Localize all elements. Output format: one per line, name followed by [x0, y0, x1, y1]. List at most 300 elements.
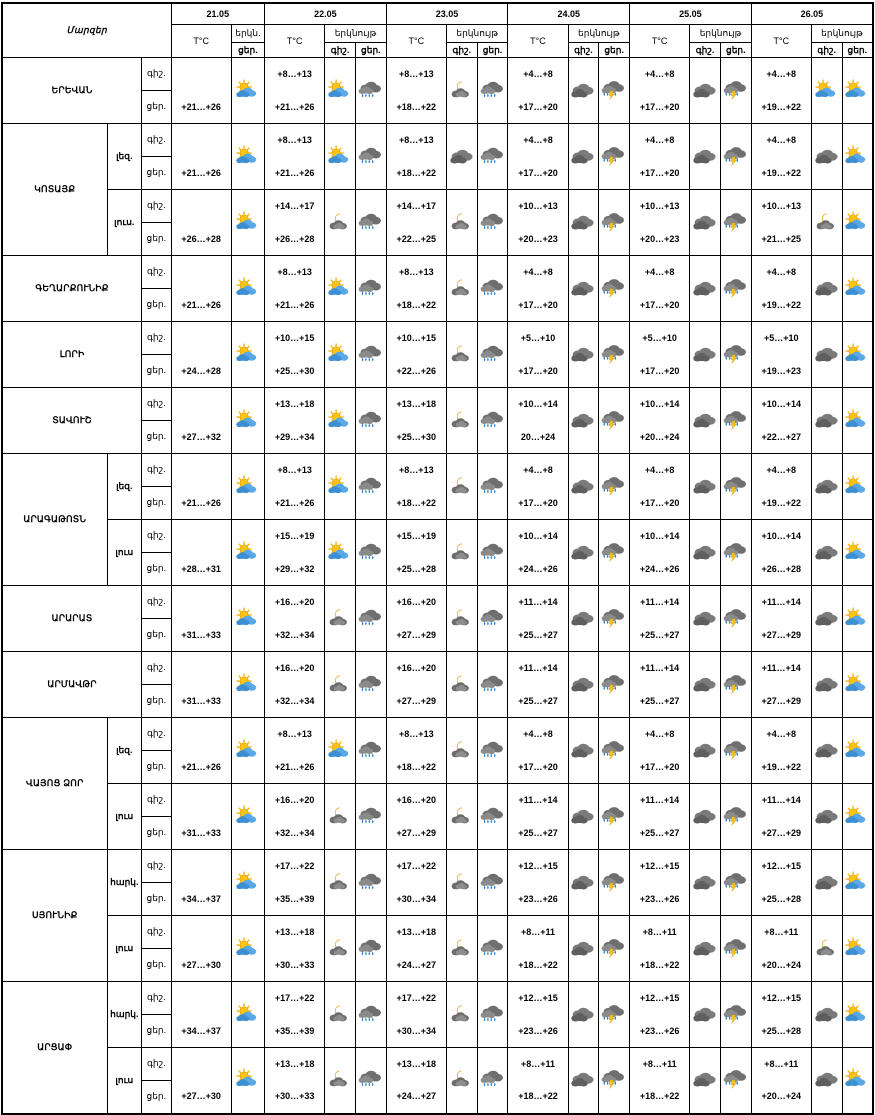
- night-label: գիշ.: [142, 916, 171, 949]
- weather-icon-cloud: [811, 652, 842, 718]
- temp-day: +17…+20: [508, 91, 568, 124]
- temp-day: +20…+24: [630, 421, 690, 454]
- temp-day: +17…+20: [508, 751, 568, 784]
- weather-icon-cloud: [690, 916, 721, 982]
- temp-day: +18…+22: [386, 289, 446, 322]
- temp-night: +8…+13: [386, 454, 446, 487]
- temp-night: +4…+8: [630, 256, 690, 289]
- weather-icon-cloud: [811, 850, 842, 916]
- weather-icon-sun-cloud: [231, 256, 264, 322]
- temp-night: +4…+8: [751, 58, 811, 91]
- weather-icon-moon-cloud: [446, 1048, 477, 1114]
- table-row: [2, 58, 873, 91]
- temp-day: +31…+33: [171, 817, 231, 850]
- day-label: ցեր.: [142, 157, 171, 190]
- temp-day: +17…+20: [508, 355, 568, 388]
- weather-icon-moon-cloud: [325, 916, 356, 982]
- weather-icon-rain-cloud: [355, 784, 386, 850]
- temp-night: [171, 718, 231, 751]
- temp-night: +16…+20: [386, 586, 446, 619]
- temp-day: +17…+20: [508, 487, 568, 520]
- table-row: [2, 982, 873, 1015]
- weather-icon-storm-rain: [720, 256, 751, 322]
- weather-icon-cloud: [568, 124, 599, 190]
- temp-night: +11…+14: [751, 784, 811, 817]
- weather-icon-storm-rain: [720, 1048, 751, 1114]
- weather-icon-moon-cloud: [325, 1048, 356, 1114]
- weather-icon-sun-cloud: [325, 454, 356, 520]
- weather-icon-sun-cloud: [231, 784, 264, 850]
- night-label: գիշ.: [142, 718, 171, 751]
- weather-icon-sun-cloud: [231, 454, 264, 520]
- weather-icon-cloud: [690, 124, 721, 190]
- temp-night: +16…+20: [265, 652, 325, 685]
- subregion-label: հարկ.: [107, 982, 142, 1048]
- day-label: ցեր.: [142, 685, 171, 718]
- weather-icon-cloud: [690, 58, 721, 124]
- temp-day: +17…+20: [508, 289, 568, 322]
- subregion-label: լուս: [107, 916, 142, 982]
- weather-icon-storm-rain: [720, 388, 751, 454]
- weather-icon-storm-rain: [599, 256, 630, 322]
- weather-icon-rain-cloud: [355, 520, 386, 586]
- temp-day: +23…+26: [630, 883, 690, 916]
- temp-day: +24…+27: [386, 949, 446, 982]
- weather-icon-cloud: [690, 454, 721, 520]
- temp-day: +27…+30: [171, 949, 231, 982]
- weather-icon-sun-cloud: [842, 124, 873, 190]
- region-name-cell: ԵՐԵՎԱՆ: [2, 58, 142, 124]
- weather-icon-sun-cloud: [231, 124, 264, 190]
- temp-day: 20…+24: [508, 421, 568, 454]
- weather-icon-cloud: [811, 586, 842, 652]
- temp-night: +11…+14: [508, 652, 568, 685]
- weather-icon-storm-rain: [599, 916, 630, 982]
- night-label: գիշ.: [142, 124, 171, 157]
- header-day-5: ցեր.: [842, 43, 873, 58]
- temp-day: +32…+34: [265, 685, 325, 718]
- weather-icon-sun-cloud: [811, 58, 842, 124]
- weather-icon-rain-cloud: [355, 58, 386, 124]
- temp-night: [171, 190, 231, 223]
- temp-day: +27…+30: [171, 1081, 231, 1114]
- header-date-5: 26.05: [751, 3, 873, 25]
- weather-icon-moon-cloud: [446, 322, 477, 388]
- temp-day: +21…+25: [751, 223, 811, 256]
- weather-icon-cloud: [568, 982, 599, 1048]
- weather-icon-cloud: [690, 652, 721, 718]
- weather-icon-cloud: [690, 586, 721, 652]
- temp-day: +21…+26: [265, 289, 325, 322]
- weather-icon-sun-cloud: [842, 982, 873, 1048]
- weather-icon-rain-cloud: [477, 520, 508, 586]
- night-label: գիշ.: [142, 520, 171, 553]
- night-label: գիշ.: [142, 256, 171, 289]
- weather-icon-rain-cloud: [477, 652, 508, 718]
- header-night-5: գիշ.: [811, 43, 842, 58]
- weather-icon-storm-rain: [599, 784, 630, 850]
- weather-icon-sun-cloud: [325, 58, 356, 124]
- temp-day: +17…+20: [630, 487, 690, 520]
- temp-night: +8…+13: [386, 58, 446, 91]
- temp-night: [171, 520, 231, 553]
- weather-icon-cloud: [568, 586, 599, 652]
- day-label: ցեր.: [142, 619, 171, 652]
- temp-night: +5…+10: [508, 322, 568, 355]
- table-row: [2, 388, 873, 421]
- weather-icon-storm-rain: [599, 124, 630, 190]
- temp-day: +25…+27: [630, 685, 690, 718]
- weather-icon-rain-cloud: [355, 982, 386, 1048]
- temp-night: +8…+13: [265, 124, 325, 157]
- weather-icon-sun-cloud: [842, 850, 873, 916]
- temp-day: +20…+24: [751, 1081, 811, 1114]
- temp-night: +12…+15: [751, 850, 811, 883]
- night-label: գիշ.: [142, 454, 171, 487]
- temp-day: +21…+26: [171, 289, 231, 322]
- temp-night: [171, 850, 231, 883]
- weather-icon-cloud: [568, 256, 599, 322]
- temp-night: [171, 982, 231, 1015]
- temp-night: +10…+14: [751, 388, 811, 421]
- header-sky-4: երկնույթ: [690, 25, 751, 43]
- temp-night: +11…+14: [508, 784, 568, 817]
- weather-icon-moon-cloud: [811, 916, 842, 982]
- table-row: [2, 718, 873, 751]
- weather-icon-moon-cloud: [325, 190, 356, 256]
- weather-icon-sun-cloud: [842, 454, 873, 520]
- weather-icon-moon-cloud: [446, 916, 477, 982]
- temp-night: +8…+11: [630, 916, 690, 949]
- header-region-label: Մարզեր: [2, 3, 171, 58]
- temp-night: +10…+13: [508, 190, 568, 223]
- temp-night: +13…+18: [386, 1048, 446, 1081]
- temp-night: +8…+11: [630, 1048, 690, 1081]
- weather-icon-moon-cloud: [811, 190, 842, 256]
- temp-night: +4…+8: [508, 256, 568, 289]
- subregion-label: լուս: [107, 520, 142, 586]
- night-label: գիշ.: [142, 190, 171, 223]
- temp-night: +11…+14: [630, 652, 690, 685]
- table-body: [2, 58, 873, 1114]
- weather-icon-storm-rain: [720, 520, 751, 586]
- temp-day: +34…+37: [171, 883, 231, 916]
- temp-day: +32…+34: [265, 817, 325, 850]
- weather-icon-cloud: [568, 58, 599, 124]
- temp-night: [171, 1048, 231, 1081]
- weather-icon-cloud: [690, 1048, 721, 1114]
- header-sky-3: երկնույթ: [568, 25, 629, 43]
- temp-day: +21…+26: [171, 91, 231, 124]
- temp-night: +10…+14: [630, 520, 690, 553]
- region-name-cell: ԳԵՂԱՐՔՈՒՆԻՔ: [2, 256, 142, 322]
- temp-night: +12…+15: [508, 850, 568, 883]
- weather-icon-storm-rain: [599, 520, 630, 586]
- weather-icon-sun-cloud: [325, 124, 356, 190]
- weather-icon-storm-rain: [720, 652, 751, 718]
- header-night-4: գիշ.: [690, 43, 721, 58]
- weather-icon-cloud: [811, 1048, 842, 1114]
- header-sky-0: երկն.: [231, 25, 264, 43]
- night-label: գիշ.: [142, 586, 171, 619]
- temp-day: +25…+27: [630, 817, 690, 850]
- temp-day: +27…+29: [386, 685, 446, 718]
- weather-icon-storm-rain: [720, 850, 751, 916]
- weather-icon-rain-cloud: [477, 454, 508, 520]
- day-label: ցեր.: [142, 817, 171, 850]
- weather-icon-rain-cloud: [355, 190, 386, 256]
- temp-day: +23…+26: [508, 883, 568, 916]
- header-temp-5: T°C: [751, 25, 811, 58]
- temp-day: +21…+26: [171, 487, 231, 520]
- region-name-cell: ԱՐԱՐԱՏ: [2, 586, 142, 652]
- day-label: ցեր.: [142, 751, 171, 784]
- weather-icon-cloud: [811, 718, 842, 784]
- night-label: գիշ.: [142, 388, 171, 421]
- temp-night: [171, 652, 231, 685]
- weather-icon-cloud: [568, 652, 599, 718]
- temp-day: +35…+39: [265, 1015, 325, 1048]
- weather-icon-moon-cloud: [325, 850, 356, 916]
- weather-icon-storm-rain: [720, 58, 751, 124]
- header-night-1: գիշ.: [325, 43, 356, 58]
- temp-day: +30…+33: [265, 949, 325, 982]
- region-name-cell: ՎԱՅՈՑ ՁՈՐ: [2, 718, 107, 850]
- weather-icon-cloud: [568, 784, 599, 850]
- temp-day: +22…+25: [386, 223, 446, 256]
- temp-day: +19…+22: [751, 751, 811, 784]
- temp-night: [171, 124, 231, 157]
- region-name-cell: ԱՐԱԳԱԹՈՏՆ: [2, 454, 107, 586]
- weather-icon-cloud: [446, 124, 477, 190]
- weather-icon-storm-rain: [720, 322, 751, 388]
- weather-icon-sun-cloud: [231, 190, 264, 256]
- weather-icon-cloud: [690, 322, 721, 388]
- weather-icon-cloud: [568, 322, 599, 388]
- weather-icon-sun-cloud: [325, 388, 356, 454]
- weather-icon-sun-cloud: [231, 1048, 264, 1114]
- temp-night: +4…+8: [508, 124, 568, 157]
- weather-icon-storm-rain: [720, 190, 751, 256]
- header-temp-3: T°C: [508, 25, 568, 58]
- subregion-label: լեզ.: [107, 718, 142, 784]
- night-label: գիշ.: [142, 982, 171, 1015]
- temp-day: +25…+27: [508, 685, 568, 718]
- temp-day: +31…+33: [171, 685, 231, 718]
- header-date-1: 22.05: [265, 3, 387, 25]
- temp-night: +4…+8: [751, 454, 811, 487]
- weather-icon-cloud: [568, 1048, 599, 1114]
- temp-night: +12…+15: [630, 850, 690, 883]
- day-label: ցեր.: [142, 553, 171, 586]
- subregion-label: լուս: [107, 784, 142, 850]
- weather-icon-sun-cloud: [325, 520, 356, 586]
- weather-icon-rain-cloud: [355, 124, 386, 190]
- temp-day: +26…+28: [265, 223, 325, 256]
- temp-night: +8…+11: [508, 1048, 568, 1081]
- table-row: [2, 850, 873, 883]
- weather-icon-storm-rain: [720, 982, 751, 1048]
- night-label: գիշ.: [142, 784, 171, 817]
- temp-day: +29…+34: [265, 421, 325, 454]
- weather-icon-moon-cloud: [446, 58, 477, 124]
- temp-day: +21…+26: [265, 751, 325, 784]
- weather-icon-rain-cloud: [355, 1048, 386, 1114]
- weather-icon-storm-rain: [720, 586, 751, 652]
- weather-icon-sun-cloud: [231, 520, 264, 586]
- header-sky-1: երկնույթ: [325, 25, 386, 43]
- temp-day: +21…+26: [171, 157, 231, 190]
- weather-icon-moon-cloud: [446, 520, 477, 586]
- temp-day: +30…+33: [265, 1081, 325, 1114]
- temp-night: +4…+8: [630, 454, 690, 487]
- weather-icon-storm-rain: [599, 1048, 630, 1114]
- weather-icon-cloud: [811, 982, 842, 1048]
- temp-night: +17…+22: [265, 850, 325, 883]
- temp-day: +18…+22: [386, 751, 446, 784]
- region-name-cell: ԱՐՄԱՎԹՐ: [2, 652, 142, 718]
- weather-icon-storm-rain: [599, 388, 630, 454]
- temp-night: +11…+14: [751, 652, 811, 685]
- weather-icon-cloud: [690, 190, 721, 256]
- weather-icon-cloud: [811, 256, 842, 322]
- temp-day: +17…+20: [630, 157, 690, 190]
- temp-day: +28…+31: [171, 553, 231, 586]
- weather-icon-storm-rain: [599, 850, 630, 916]
- temp-night: +10…+14: [508, 520, 568, 553]
- weather-icon-cloud: [811, 322, 842, 388]
- day-label: ցեր.: [142, 949, 171, 982]
- header-date-2: 23.05: [386, 3, 508, 25]
- weather-icon-rain-cloud: [355, 850, 386, 916]
- temp-day: +18…+22: [386, 157, 446, 190]
- weather-icon-cloud: [690, 388, 721, 454]
- region-name-cell: ԼՈՐԻ: [2, 322, 142, 388]
- temp-night: +8…+13: [265, 718, 325, 751]
- temp-day: +30…+34: [386, 1015, 446, 1048]
- temp-day: +25…+27: [508, 619, 568, 652]
- temp-night: +13…+18: [386, 916, 446, 949]
- weather-icon-moon-cloud: [325, 652, 356, 718]
- weather-icon-cloud: [811, 124, 842, 190]
- temp-night: +8…+11: [508, 916, 568, 949]
- table-row: [2, 190, 873, 223]
- header-date-0: 21.05: [171, 3, 264, 25]
- temp-night: +15…+19: [265, 520, 325, 553]
- weather-icon-cloud: [811, 784, 842, 850]
- table-row: [2, 586, 873, 619]
- temp-night: +14…+17: [386, 190, 446, 223]
- weather-icon-moon-cloud: [446, 784, 477, 850]
- temp-day: +18…+22: [630, 1081, 690, 1114]
- temp-day: +23…+26: [630, 1015, 690, 1048]
- night-label: գիշ.: [142, 1048, 171, 1081]
- day-label: ցեր.: [142, 1081, 171, 1114]
- temp-day: +23…+26: [508, 1015, 568, 1048]
- temp-day: +19…+23: [751, 355, 811, 388]
- temp-night: +11…+14: [751, 586, 811, 619]
- temp-day: +26…+28: [751, 553, 811, 586]
- temp-day: +19…+22: [751, 157, 811, 190]
- table-row: [2, 322, 873, 355]
- table-row: [2, 454, 873, 487]
- temp-day: +25…+28: [751, 883, 811, 916]
- temp-night: +17…+22: [265, 982, 325, 1015]
- header-day-2: ցեր.: [477, 43, 508, 58]
- weather-icon-cloud: [690, 850, 721, 916]
- weather-icon-cloud: [568, 190, 599, 256]
- temp-day: +25…+28: [386, 553, 446, 586]
- weather-icon-rain-cloud: [477, 388, 508, 454]
- header-temp-2: T°C: [386, 25, 446, 58]
- weather-icon-moon-cloud: [446, 850, 477, 916]
- table-row: [2, 520, 873, 553]
- weather-icon-moon-cloud: [446, 982, 477, 1048]
- weather-icon-sun-cloud: [231, 718, 264, 784]
- day-label: ցեր.: [142, 421, 171, 454]
- weather-icon-cloud: [568, 718, 599, 784]
- weather-icon-moon-cloud: [446, 586, 477, 652]
- temp-night: [171, 784, 231, 817]
- table-header: [2, 3, 873, 58]
- temp-night: +15…+19: [386, 520, 446, 553]
- temp-night: +10…+14: [508, 388, 568, 421]
- weather-icon-moon-cloud: [446, 652, 477, 718]
- header-date-3: 24.05: [508, 3, 630, 25]
- header-day-4: ցեր.: [720, 43, 751, 58]
- temp-night: +4…+8: [508, 58, 568, 91]
- temp-night: +12…+15: [630, 982, 690, 1015]
- day-label: ցեր.: [142, 487, 171, 520]
- day-label: ցեր.: [142, 289, 171, 322]
- table-row: [2, 1048, 873, 1081]
- temp-day: +27…+29: [751, 817, 811, 850]
- temp-night: +4…+8: [508, 718, 568, 751]
- temp-night: +4…+8: [630, 718, 690, 751]
- day-label: ցեր.: [142, 355, 171, 388]
- temp-day: +35…+39: [265, 883, 325, 916]
- weather-icon-storm-rain: [599, 58, 630, 124]
- temp-night: [171, 586, 231, 619]
- temp-night: +4…+8: [751, 718, 811, 751]
- temp-night: +8…+13: [265, 58, 325, 91]
- day-label: ցեր.: [142, 883, 171, 916]
- subregion-label: հարկ.: [107, 850, 142, 916]
- weather-icon-rain-cloud: [355, 454, 386, 520]
- temp-night: +8…+13: [265, 454, 325, 487]
- temp-day: +25…+30: [265, 355, 325, 388]
- weather-icon-cloud: [690, 784, 721, 850]
- temp-day: +25…+28: [751, 1015, 811, 1048]
- header-temp-1: T°C: [265, 25, 325, 58]
- weather-icon-moon-cloud: [446, 454, 477, 520]
- weather-icon-storm-rain: [720, 718, 751, 784]
- temp-night: +8…+13: [386, 124, 446, 157]
- region-name-cell: ՏԱՎՈՒՇ: [2, 388, 142, 454]
- weather-icon-moon-cloud: [446, 718, 477, 784]
- temp-night: +8…+13: [386, 718, 446, 751]
- weather-icon-rain-cloud: [477, 850, 508, 916]
- weather-icon-rain-cloud: [355, 322, 386, 388]
- weather-icon-sun-cloud: [231, 652, 264, 718]
- weather-icon-cloud: [568, 916, 599, 982]
- table-row: [2, 784, 873, 817]
- temp-day: +19…+22: [751, 487, 811, 520]
- weather-icon-sun-cloud: [842, 190, 873, 256]
- temp-night: +12…+15: [751, 982, 811, 1015]
- weather-icon-moon-cloud: [446, 388, 477, 454]
- weather-icon-cloud: [690, 520, 721, 586]
